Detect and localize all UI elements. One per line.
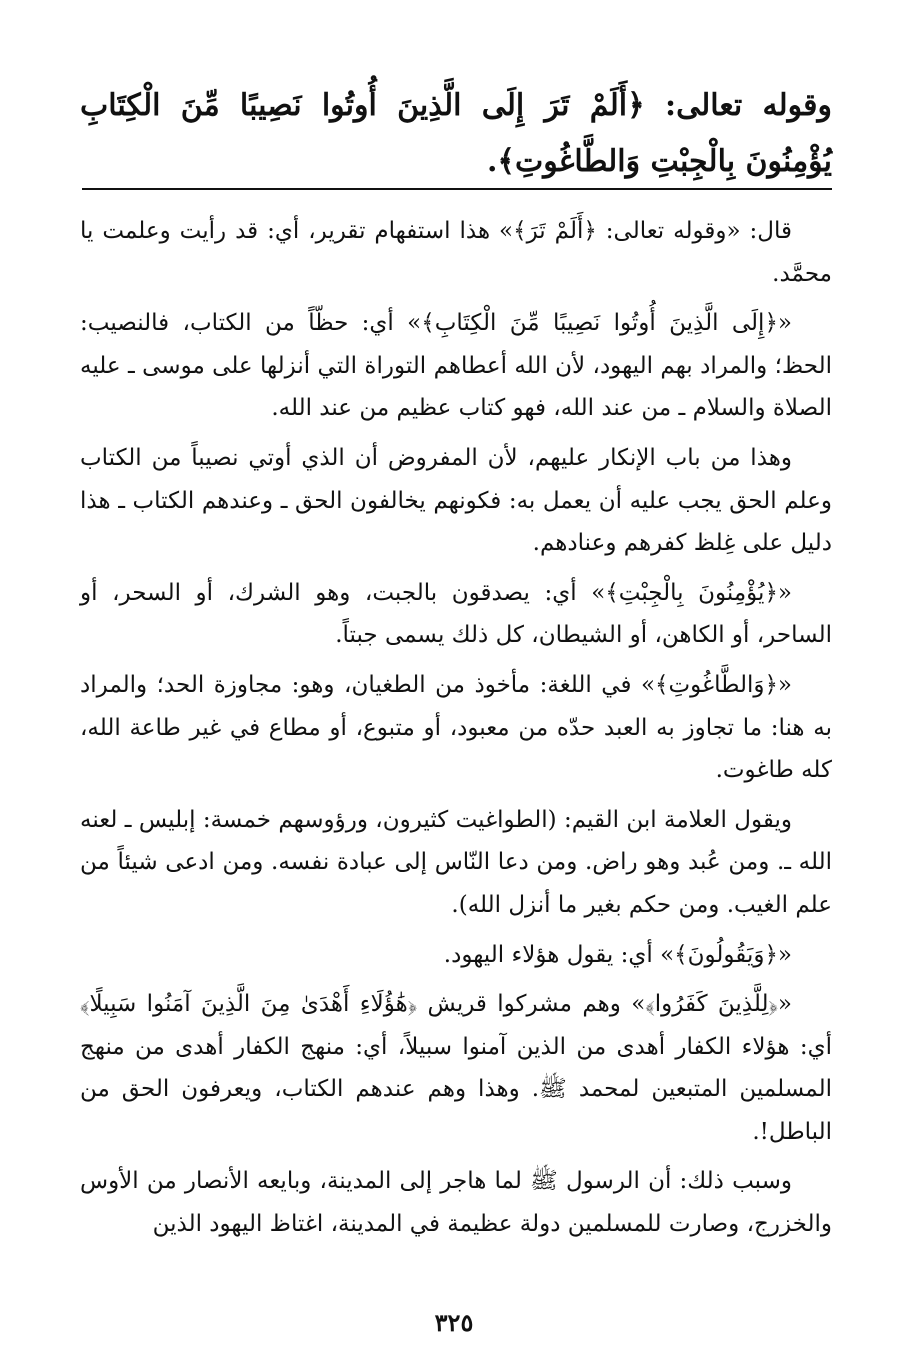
paragraph: قال: «وقوله تعالى: ﴿أَلَمْ تَرَ﴾» هذا استفهام تقرير، أي: قد رأيت وعلمت يا محمَّد.: [80, 218, 832, 287]
paragraph: وسبب ذلك: أن الرسول ﷺ لما هاجر إلى المدينة، وبايعه الأنصار من الأوس والخزرج، وصارت للمسلمين دولة عظيمة في المدينة، اغتاظ اليهود الذين: [80, 1168, 832, 1238]
paragraph: ويقول العلامة ابن القيم: (الطواغيت كثيرون، ورؤوسهم خمسة: إبليس ـ لعنه الله ـ. ومن عُبد وهو راض. ومن دعا النّاس إلى عبادة نفسه. ومن ادعى شيئاً من علم الغيب. ومن حكم بغير ما أنزل الله).: [80, 806, 832, 918]
page-number: ٣٢٥: [434, 1308, 474, 1337]
paragraph: «﴿لِلَّذِينَ كَفَرُوا﴾» وهم مشركوا قريش ﴿هَٰؤُلَاءِ أَهْدَىٰ مِنَ الَّذِينَ آمَنُوا سَبِيلًا﴾ أي: هؤلاء الكفار أهدى من الذين آمنوا سبيلاً، أي: منهج الكفار أهدى من منهج المسلمين المتبعين لمحمد ﷺ. وهذا وهم عندهم الكتاب، ويعرفون الحق من الباطل!.: [80, 991, 832, 1145]
paragraph: وهذا من باب الإنكار عليهم، لأن المفروض أن الذي أوتي نصيباً من الكتاب وعلم الحق يجب عليه أن يعمل به: فكونهم يخالفون الحق ـ وعندهم الكتاب ـ هذا دليل على غِلظ كفرهم وعنادهم.: [80, 444, 832, 557]
paragraph: «﴿وَيَقُولُونَ﴾» أي: يقول هؤلاء اليهود.: [443, 941, 792, 968]
paragraph: «﴿إِلَى الَّذِينَ أُوتُوا نَصِيبًا مِّنَ الْكِتَابِ﴾» أي: حظّاً من الكتاب، فالنصيب: الحظ؛ والمراد بهم اليهود، لأن الله أعطاهم التوراة التي أنزلها على موسى ـ عليه الصلاة والسلام ـ من عند الله، فهو كتاب عظيم من عند الله.: [80, 310, 832, 422]
verse-header: وقوله تعالى: ﴿أَلَمْ تَرَ إِلَى الَّذِينَ أُوتُوا نَصِيبًا مِّنَ الْكِتَابِ يُؤْمِنُونَ بِالْجِبْتِ وَالطَّاغُوتِ﴾.: [80, 88, 832, 179]
header-divider: [82, 188, 832, 190]
paragraph: «﴿وَالطَّاغُوتِ﴾» في اللغة: مأخوذ من الطغيان، وهو: مجاوزة الحد؛ والمراد به هنا: ما تجاوز به العبد حدّه من معبود، أو متبوع، أو مطاع في غير طاعة الله، كله طاغوت.: [80, 671, 832, 784]
commentary-body: [80, 210, 832, 1253]
paragraph: «﴿يُؤْمِنُونَ بِالْجِبْتِ﴾» أي: يصدقون بالجبت، وهو الشرك، أو السحر، أو الساحر، أو الكاهن، أو الشيطان، كل ذلك يسمى جبتاً.: [80, 579, 832, 649]
